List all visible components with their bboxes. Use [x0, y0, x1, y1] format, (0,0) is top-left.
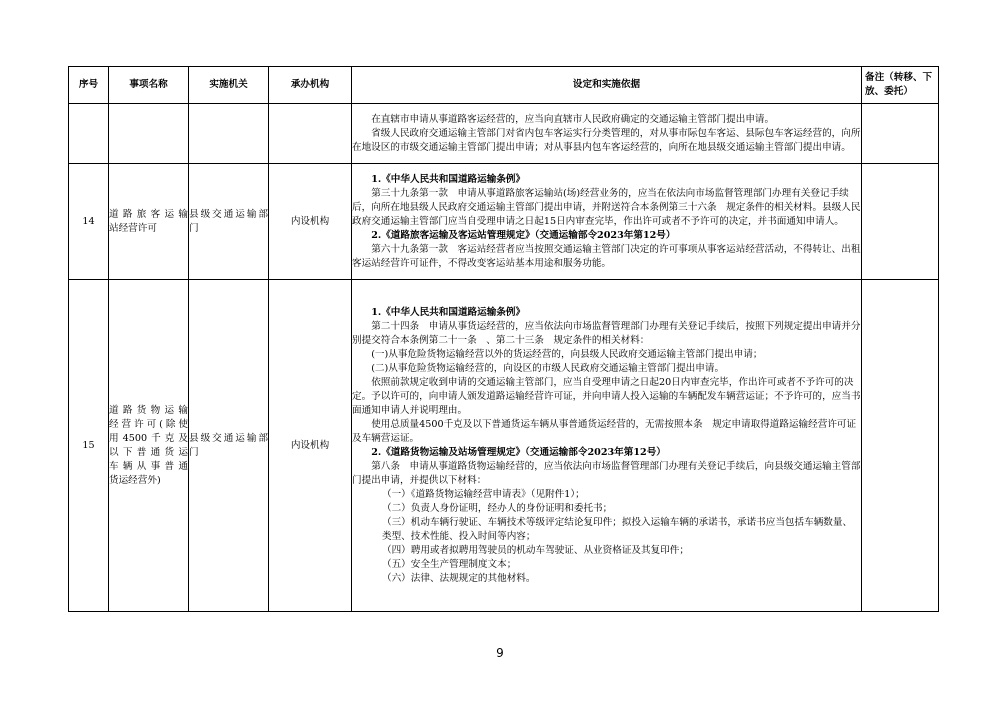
- item-name-line: 货运经营外): [109, 474, 161, 486]
- basis-list-item: （六）法律、法规规定的其他材料。: [382, 572, 536, 584]
- basis-heading: 1.《中华人民共和国道路运输条例》: [371, 306, 526, 318]
- basis-paragraph: 省级人民政府交通运输主管部门对省内包车客运实行分类管理的，对从事市际包车客运、县际包车客运经营的，向所在地设区的市级交通运输主管部门提出申请；对从事县内包车客运经营的，向所在地县级交通运输主管部门提出申请。: [352, 127, 861, 153]
- cell-agency: [189, 104, 269, 164]
- cell-seq: 14: [69, 164, 109, 280]
- agency-line: 县级交通运输部: [189, 432, 268, 444]
- item-name-line: 以下普通货运: [109, 446, 188, 458]
- header-agency: 实施机关: [189, 67, 269, 104]
- cell-item-name: [109, 280, 189, 612]
- header-row: [69, 67, 939, 104]
- basis-list-item: （二）负责人身份证明，经办人的身份证明和委托书；: [382, 502, 613, 514]
- cell-note: [862, 164, 939, 280]
- agency-line: 门: [189, 222, 199, 234]
- agency-line: 门: [189, 446, 199, 458]
- basis-paragraph: 第三十九条第一款 申请从事道路旅客运输站(场)经营业务的，应当在依法向市场监督管理部门办理有关登记手续后，向所在地县级人民政府交通运输主管部门提出申请，并附送符合本条例第三十六条 规定条件的相关材料。县级人民政府交通运输主管部门应当自受理申请之日起15日内审查完毕，作出许可或者不予许可的决定，并书面通知申请人。: [352, 187, 861, 227]
- table-row-14: [69, 164, 939, 280]
- cell-note: [862, 104, 939, 164]
- cell-item-name: [109, 164, 189, 280]
- basis-paragraph: 依照前款规定收到申请的交通运输主管部门，应当自受理申请之日起20日内审查完毕，作出许可或者不予许可的决定。予以许可的，向申请人颁发道路运输经营许可证，并向申请人投入运输的车辆配发车辆营运证；不予许可的，应当书面通知申请人并说明理由。: [352, 376, 861, 416]
- cell-agency: [189, 164, 269, 280]
- table-row-continued: [69, 104, 939, 164]
- basis-paragraph: (一)从事危险货物运输经营以外的货运经营的，向县级人民政府交通运输主管部门提出申请；: [371, 348, 763, 360]
- cell-handler: [269, 104, 352, 164]
- basis-paragraph: 第六十九条第一款 客运站经营者应当按照交通运输主管部门决定的许可事项从事客运站经营活动，不得转让、出租客运站经营许可证件，不得改变客运站基本用途和服务功能。: [352, 243, 861, 269]
- basis-heading: 2.《道路货物运输及站场管理规定》（交通运输部令2023年第12号）: [371, 446, 666, 458]
- cell-basis: [352, 280, 862, 612]
- item-name-line: 用4500千克及: [109, 432, 188, 444]
- basis-paragraph: 在直辖市申请从事道路客运经营的，应当向直辖市人民政府确定的交通运输主管部门提出申请。: [371, 113, 775, 125]
- cell-basis: [352, 164, 862, 280]
- item-name-line: 经营许可(除使: [109, 418, 188, 430]
- cell-basis: [352, 104, 862, 164]
- cell-handler: 内设机构: [269, 164, 352, 280]
- table-row-15: [69, 280, 939, 612]
- page-number: 9: [496, 646, 504, 660]
- cell-item-name: [109, 104, 189, 164]
- basis-paragraph: (二)从事危险货物运输经营的，向设区的市级人民政府交通运输主管部门提出申请。: [371, 362, 725, 374]
- cell-note: [862, 280, 939, 612]
- header-note: 备注（转移、下放、委托）: [862, 67, 939, 104]
- approval-items-table: [68, 66, 939, 612]
- item-name-line: 车辆从事普通: [109, 460, 188, 472]
- header-item-name: 事项名称: [109, 67, 189, 104]
- item-name-line: 道路旅客运输: [109, 208, 188, 220]
- cell-seq: [69, 104, 109, 164]
- item-name-line: 站经营许可: [109, 222, 157, 234]
- basis-paragraph: 第八条 申请从事道路货物运输经营的，应当依法向市场监督管理部门办理有关登记手续后，向县级交通运输主管部门提出申请，并提供以下材料：: [352, 460, 861, 486]
- basis-list-item: （五）安全生产管理制度文本；: [382, 558, 517, 570]
- basis-paragraph: 使用总质量4500千克及以下普通货运车辆从事普通货运经营的，无需按照本条 规定申请取得道路运输经营许可证及车辆营运证。: [352, 418, 857, 444]
- cell-agency: [189, 280, 269, 612]
- agency-line: 县级交通运输部: [189, 208, 268, 220]
- basis-paragraph: 第二十四条 申请从事货运经营的，应当依法向市场监督管理部门办理有关登记手续后，按照下列规定提出申请并分别提交符合本条例第二十一条 、第二十三条 规定条件的相关材料：: [352, 320, 861, 346]
- basis-list-item: （一）《道路货物运输经营申请表》（见附件1）；: [382, 488, 585, 500]
- header-seq: 序号: [69, 67, 109, 104]
- header-handler: 承办机构: [269, 67, 352, 104]
- basis-heading: 2.《道路旅客运输及客运站管理规定》（交通运输部令2023年第12号）: [371, 229, 676, 241]
- header-basis: 设定和实施依据: [352, 67, 862, 104]
- basis-list-item: （三）机动车辆行驶证、车辆技术等级评定结论复印件；拟投入运输车辆的承诺书，承诺书应当包括车辆数量、类型、技术性能、投入时间等内容；: [382, 516, 853, 542]
- item-name-line: 道路货物运输: [109, 404, 188, 416]
- cell-seq: 15: [69, 280, 109, 612]
- basis-list-item: （四）聘用或者拟聘用驾驶员的机动车驾驶证、从业资格证及其复印件；: [382, 544, 689, 556]
- basis-heading: 1.《中华人民共和国道路运输条例》: [371, 173, 526, 185]
- cell-handler: 内设机构: [269, 280, 352, 612]
